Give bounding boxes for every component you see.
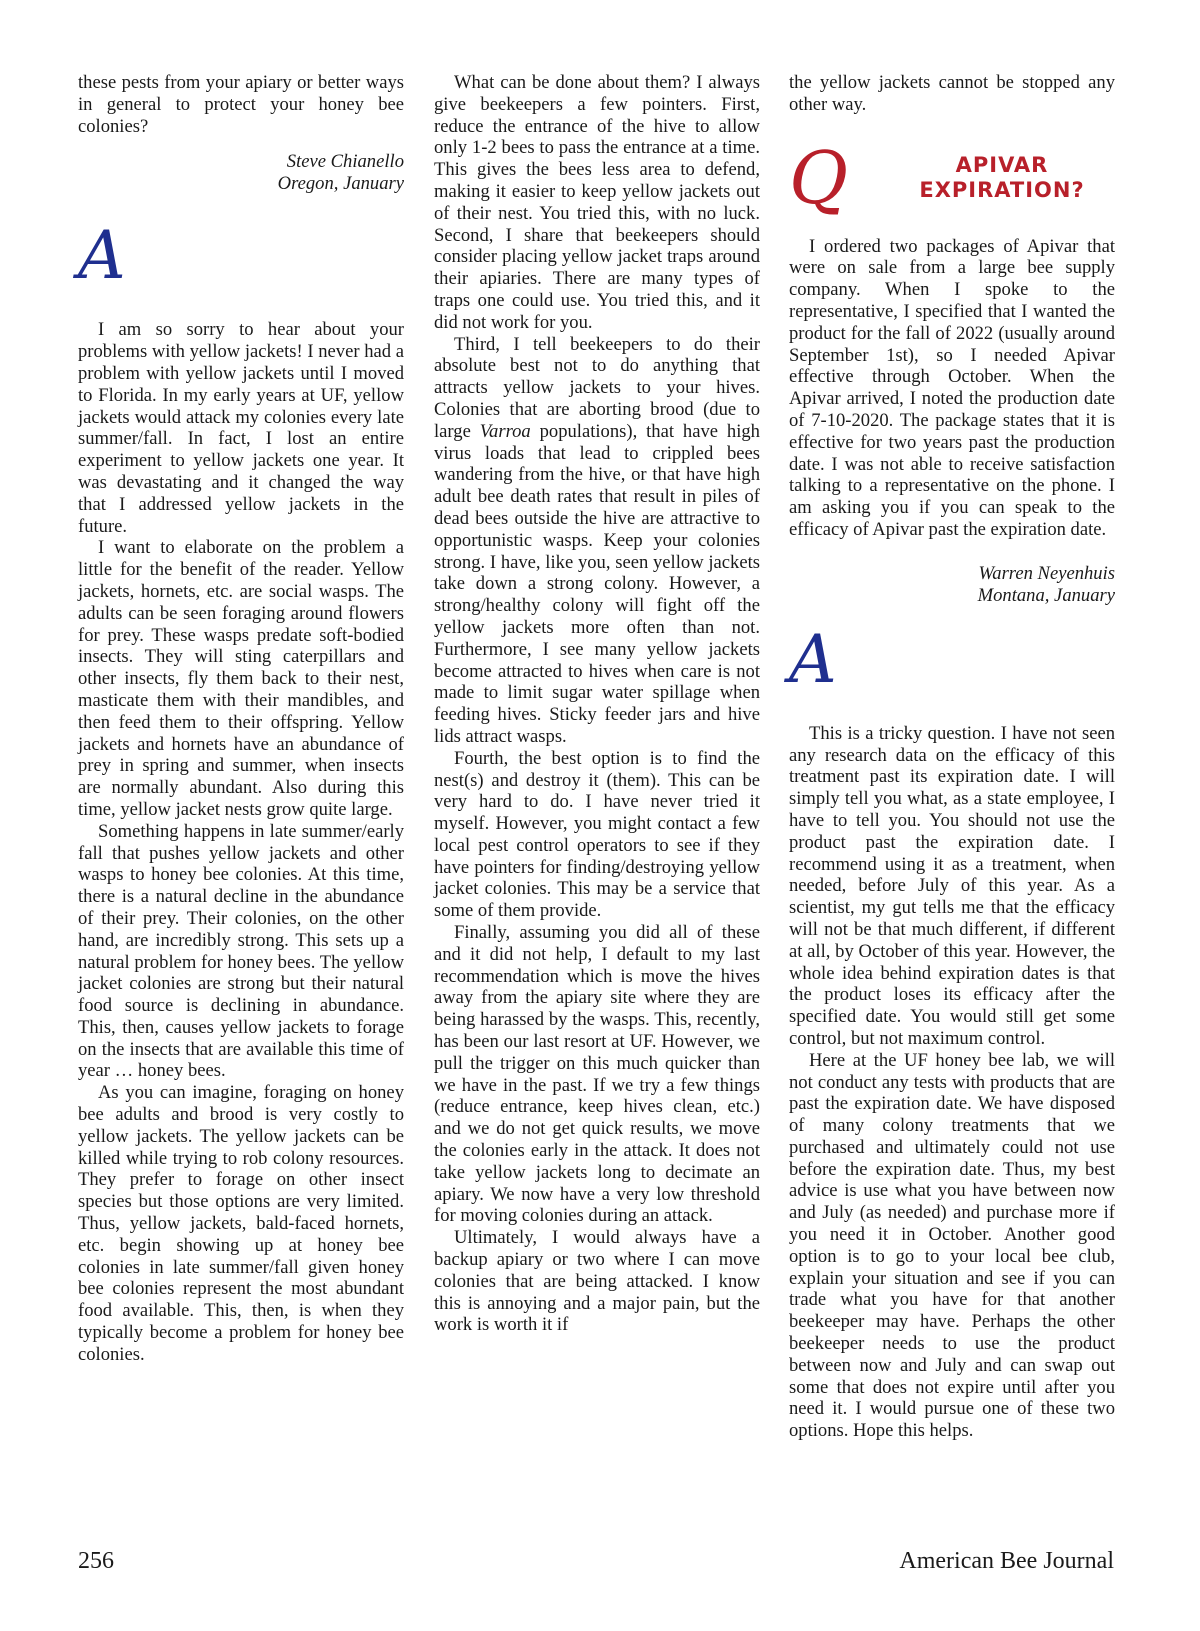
answer-paragraph xyxy=(434,334,760,748)
answer-paragraph: Ultimately, I would always have a backup apiary or two where I can move colonies that are being attacked. I know this is annoying and a major pain, but the work is worth it if xyxy=(434,1227,760,1336)
answer-paragraph: I am so sorry to hear about your problems with yellow jackets! I never had a problem with yellow jackets until I moved to Florida. In my early years at UF, yellow jackets would attack my colonies every late summer/fall. In fact, I lost an entire experiment to yellow jackets one year. It was devastating and it changed the way that I addressed yellow jackets in the future. xyxy=(78,319,404,537)
answer-continuation: the yellow jackets cannot be stopped any other way. xyxy=(789,72,1115,115)
question-title-line: EXPIRATION? xyxy=(919,177,1085,202)
answer-paragraph: Here at the UF honey bee lab, we will not conduct any tests with products that are past the expiration date. We have disposed of many colony treatments that we purchased and ultimately could not use before the expiration date. Thus, my best advice is use what you have between now and July (as needed) and purchase more if you need it in October. Another good option is to go to your local bee club, explain your situation and see if you can trade what you have for that another beekeeper may have. Perhaps the other beekeeper needs to use the product between now and July and can swap out some that does not expire until after you need it. I would pursue one of these two options. Hope this helps. xyxy=(789,1049,1115,1442)
question-title xyxy=(889,153,1115,203)
question-heading xyxy=(789,135,1115,220)
question-signature xyxy=(789,563,1115,607)
answer-paragraph: Fourth, the best option is to find the nest(s) and destroy it (them). This can be very hard to do. I have never tried it myself. However, you might contact a few local pest control operators to see if they have pointers for finding/destroying yellow jacket colonies. This may be a service that some of them provide. xyxy=(434,747,760,922)
answer-paragraph: Something happens in late summer/early fall that pushes yellow jackets and other wasps to honey bee colonies. At this time, there is a natural decline in the abundance of their prey. Their colonies, on the other hand, are incredibly strong. This sets up a natural problem for honey bees. The yellow jacket colonies are strong but their natural food source is declining in abundance. This, then, causes yellow jackets to forage on the insects that are available this time of year … honey bees. xyxy=(78,820,404,1082)
column-2 xyxy=(434,72,760,1336)
answer-paragraph: As you can imagine, foraging on honey bee adults and brood is very costly to yellow jackets. The yellow jackets can be killed while trying to rob colony resources. They prefer to forage on other insect species but those options are very limited. Thus, yellow jackets, bald-faced hornets, etc. begin showing up at honey bee colonies in late summer/fall given honey bee colonies represent the most abundant food available. This, then, is when they typically become a problem for honey bee colonies. xyxy=(78,1082,404,1365)
page-number: 256 xyxy=(78,1548,114,1574)
question-continuation: these pests from your apiary or better ways in general to protect your honey bee colonies? xyxy=(78,72,404,137)
signature-location: Montana, January xyxy=(977,584,1115,606)
signature-name: Warren Neyenhuis xyxy=(978,562,1115,584)
answer-paragraph: Finally, assuming you did all of these and it did not help, I default to my last recommendation which is move the hives away from the apiary site where they are being harassed by the wasps. This, recently, has been our last resort at UF. However, we pull the trigger on this much quicker than we have in the past. If we try a few things (reduce entrance, keep hives clean, etc.) and we do not get quick results, we move the colonies early in the attack. It does not take yellow jackets long to decimate an apiary. We now have a very low threshold for moving colonies during an attack. xyxy=(434,922,760,1227)
text-run: populations), that have high virus loads that lead to crippled bees wandering from the hive, or that have high adult bee death rates that result in piles of dead bees outside the hive are attractive to opportunistic wasps. Keep your colonies strong. I have, like you, seen yellow jackets take down a strong colony. However, a strong/healthy colony will fight off the yellow jackets more often than not. Furthermore, I see many yellow jackets become attracted to hives when care is not made to limit sugar water spillage when feeding hives. Sticky feeder jars and hive lids attract wasps. xyxy=(434,420,760,747)
question-signature xyxy=(78,151,404,195)
question-title-line: APIVAR xyxy=(955,152,1049,177)
column-3 xyxy=(789,72,1115,1442)
answer-initial: A xyxy=(78,217,126,295)
column-1 xyxy=(78,72,404,1366)
question-paragraph: I ordered two packages of Apivar that were on sale from a large bee supply company. When I spoke to the representative, I specified that I wanted the product for the fall of 2022 (usually around September 1st), so I needed Apivar effective through October. When the Apivar arrived, I noted the production date of 7-10-2020. The package states that it is effective for two years past the production date. I was not able to receive satisfaction talking to a representative on the phone. I am asking you if you can speak to the efficacy of Apivar past the expiration date. xyxy=(789,235,1115,540)
answer-paragraph: What can be done about them? I always give beekeepers a few pointers. First, reduce the entrance of the hive to allow only 1-2 bees to pass the entrance at a time. This gives the bees less area to defend, making it easier to keep yellow jackets out of their nest. You tried this, with no luck. Second, I share that beekeepers should consider placing yellow jacket traps around their apiaries. There are many types of traps one could use. You tried this, and it did not work for you. xyxy=(434,72,760,333)
signature-name: Steve Chianello xyxy=(286,151,404,173)
answer-paragraph: This is a tricky question. I have not seen any research data on the efficacy of this treatment past its expiration date. I will simply tell you what, as a state employee, I have to tell you. You should not use the product past the expiration date. I recommend using it as a treatment, when needed, before July of this year. As a scientist, my gut tells me that the efficacy will not be that much different, if different at all, by October of this year. However, the whole idea behind expiration dates is that the product loses its efficacy after the specified date. You would still get some control, but not maximum control. xyxy=(789,722,1115,1049)
question-initial: Q xyxy=(789,135,849,220)
journal-name: American Bee Journal xyxy=(899,1548,1114,1574)
answer-initial: A xyxy=(789,620,837,698)
answer-paragraph: I want to elaborate on the problem a little for the benefit of the reader. Yellow jackets, hornets, etc. are social wasps. The adults can be seen foraging around flowers for prey. These wasps predate soft-bodied insects. They will sting caterpillars and other insects, fly them back to their nest, masticate them with their mandibles, and then feed them to their offspring. Yellow jackets and hornets have an abundance of prey in spring and summer, when insects are normally abundant. Also during this time, yellow jacket nests grow quite large. xyxy=(78,537,404,820)
signature-location: Oregon, January xyxy=(277,173,404,195)
italic-term: Varroa xyxy=(479,420,531,442)
text-run: Third, I tell beekeepers to do their absolute best not to do anything that attracts yellow jackets to your hives. Colonies that are aborting brood (due to large xyxy=(434,333,760,442)
